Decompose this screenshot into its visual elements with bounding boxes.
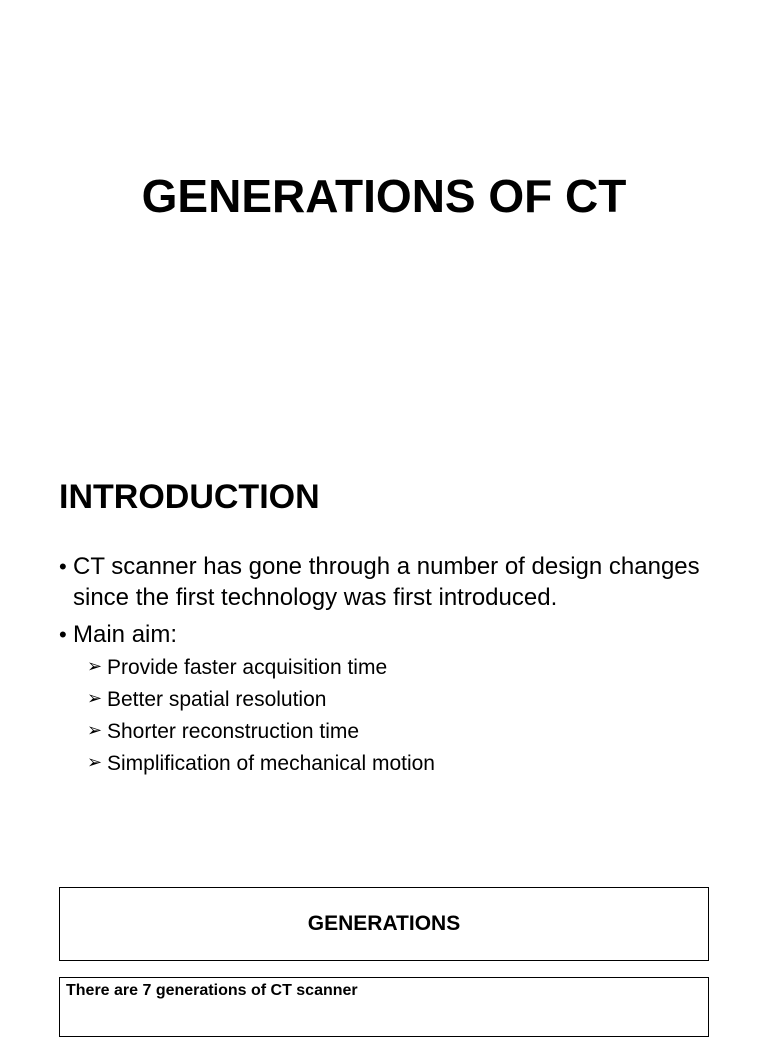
sub-list-item bbox=[59, 652, 709, 684]
bullet-dot-icon: • bbox=[59, 622, 67, 647]
note-text: There are 7 generations of CT scanner bbox=[66, 982, 358, 999]
generations-label: GENERATIONS bbox=[307, 912, 461, 935]
bullet-text: CT scanner has gone through a number of design changes since the first technology was first introduced. bbox=[73, 553, 700, 611]
arrowhead-icon: ➢ bbox=[87, 752, 103, 772]
generations-box bbox=[59, 887, 709, 961]
bullet-dot-icon: • bbox=[59, 554, 67, 579]
bullet-list bbox=[59, 551, 709, 786]
sub-list-item bbox=[59, 716, 709, 748]
list-item bbox=[59, 551, 709, 613]
sub-bullet-list bbox=[73, 652, 709, 780]
arrowhead-icon: ➢ bbox=[87, 720, 103, 740]
sub-item-text: Shorter reconstruction time bbox=[107, 720, 360, 743]
sub-item-text: Provide faster acquisition time bbox=[107, 656, 388, 679]
sub-item-text: Better spatial resolution bbox=[107, 688, 327, 711]
arrowhead-icon: ➢ bbox=[87, 688, 103, 708]
page-title: GENERATIONS OF CT bbox=[141, 170, 627, 222]
note-box bbox=[59, 977, 709, 1037]
arrowhead-icon: ➢ bbox=[87, 656, 103, 676]
list-item bbox=[59, 619, 709, 780]
sub-item-text: Simplification of mechanical motion bbox=[107, 752, 435, 775]
section-heading-introduction: INTRODUCTION bbox=[59, 478, 320, 516]
bullet-text: Main aim: bbox=[73, 621, 178, 648]
sub-list-item bbox=[59, 684, 709, 716]
sub-list-item bbox=[59, 748, 709, 780]
